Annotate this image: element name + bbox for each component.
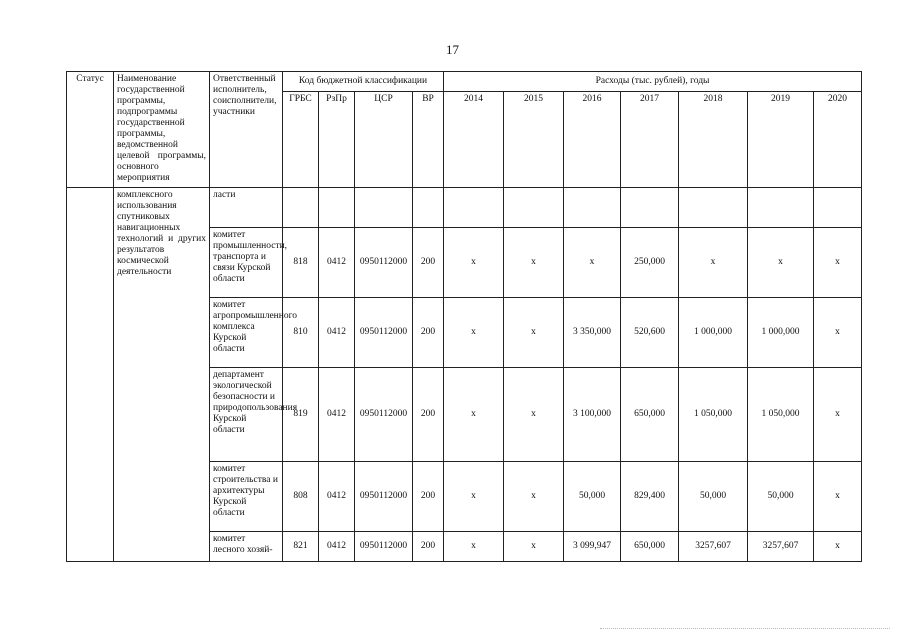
csr-cell: 0950112000 <box>355 368 413 462</box>
grbs-cell: 821 <box>283 532 319 562</box>
program-name-cell: комплексного использования спутниковых навигационных технологий и других результатов космической деятельности <box>114 188 210 562</box>
value-cell: 520,600 <box>621 298 679 368</box>
value-cell: х <box>814 298 862 368</box>
rzpr-cell: 0412 <box>319 368 355 462</box>
value-cell <box>748 188 814 228</box>
value-cell: 829,400 <box>621 462 679 532</box>
value-cell: 1 050,000 <box>679 368 748 462</box>
value-cell <box>621 188 679 228</box>
year-header-2016: 2016 <box>564 92 621 188</box>
responsible-cell: департамент экологической безопасности и природопользования Курской области <box>210 368 283 462</box>
vr-cell: 200 <box>413 298 444 368</box>
value-cell <box>564 188 621 228</box>
year-header-2020: 2020 <box>814 92 862 188</box>
vr-cell: 200 <box>413 532 444 562</box>
name-header: Наименование государственной программы, подпрограммы государственной программы, ведомственной целевой программы, основного мероприятия <box>114 72 210 188</box>
value-cell: 1 050,000 <box>748 368 814 462</box>
scan-artifact-line <box>600 628 890 633</box>
value-cell: х <box>444 228 504 298</box>
vr-header: ВР <box>413 92 444 188</box>
responsible-cell: комитет агропромышленного комплекса Курской области <box>210 298 283 368</box>
responsible-cell: ласти <box>210 188 283 228</box>
csr-header: ЦСР <box>355 92 413 188</box>
value-cell: х <box>814 228 862 298</box>
header-row-1 <box>67 72 862 92</box>
vr-cell <box>413 188 444 228</box>
value-cell: х <box>564 228 621 298</box>
year-header-2017: 2017 <box>621 92 679 188</box>
responsible-header: Ответственный исполнитель, соисполнители, участники <box>210 72 283 188</box>
value-cell: х <box>444 532 504 562</box>
csr-cell: 0950112000 <box>355 462 413 532</box>
value-cell: х <box>444 462 504 532</box>
vr-cell: 200 <box>413 368 444 462</box>
grbs-header: ГРБС <box>283 92 319 188</box>
value-cell: х <box>504 368 564 462</box>
budget-code-header: Код бюджетной классификации <box>283 72 444 92</box>
value-cell: х <box>814 532 862 562</box>
year-header-2019: 2019 <box>748 92 814 188</box>
csr-cell: 0950112000 <box>355 298 413 368</box>
value-cell: х <box>814 462 862 532</box>
value-cell: 3257,607 <box>679 532 748 562</box>
value-cell: 1 000,000 <box>748 298 814 368</box>
responsible-cell: комитет строительства и архитектуры Курской области <box>210 462 283 532</box>
year-header-2014: 2014 <box>444 92 504 188</box>
vr-cell: 200 <box>413 462 444 532</box>
page-number: 17 <box>446 42 459 57</box>
value-cell: 50,000 <box>748 462 814 532</box>
vr-cell: 200 <box>413 228 444 298</box>
value-cell: х <box>444 298 504 368</box>
rzpr-cell: 0412 <box>319 298 355 368</box>
budget-table <box>66 71 862 562</box>
grbs-cell: 818 <box>283 228 319 298</box>
value-cell: х <box>748 228 814 298</box>
value-cell: х <box>679 228 748 298</box>
rzpr-cell <box>319 188 355 228</box>
value-cell: 650,000 <box>621 368 679 462</box>
csr-cell: 0950112000 <box>355 532 413 562</box>
value-cell <box>814 188 862 228</box>
value-cell: х <box>504 298 564 368</box>
expenses-header: Расходы (тыс. рублей), годы <box>444 72 862 92</box>
value-cell: х <box>504 532 564 562</box>
csr-cell <box>355 188 413 228</box>
grbs-cell: 819 <box>283 368 319 462</box>
status-header: Статус <box>67 72 114 188</box>
responsible-cell: комитет промышленности, транспорта и связи Курской области <box>210 228 283 298</box>
value-cell <box>679 188 748 228</box>
value-cell: 50,000 <box>564 462 621 532</box>
year-header-2015: 2015 <box>504 92 564 188</box>
value-cell: 3 350,000 <box>564 298 621 368</box>
value-cell <box>444 188 504 228</box>
value-cell: х <box>504 228 564 298</box>
rzpr-cell: 0412 <box>319 532 355 562</box>
value-cell: 50,000 <box>679 462 748 532</box>
value-cell: 3257,607 <box>748 532 814 562</box>
value-cell: х <box>814 368 862 462</box>
rzpr-header: РзПр <box>319 92 355 188</box>
value-cell: 650,000 <box>621 532 679 562</box>
status-cell <box>67 188 114 562</box>
value-cell: 3 099,947 <box>564 532 621 562</box>
grbs-cell <box>283 188 319 228</box>
grbs-cell: 810 <box>283 298 319 368</box>
value-cell: 1 000,000 <box>679 298 748 368</box>
table-row <box>67 188 862 228</box>
rzpr-cell: 0412 <box>319 462 355 532</box>
value-cell <box>504 188 564 228</box>
year-header-2018: 2018 <box>679 92 748 188</box>
value-cell: 3 100,000 <box>564 368 621 462</box>
responsible-cell: комитет лесного хозяй- <box>210 532 283 562</box>
value-cell: х <box>444 368 504 462</box>
value-cell: х <box>504 462 564 532</box>
grbs-cell: 808 <box>283 462 319 532</box>
value-cell: 250,000 <box>621 228 679 298</box>
rzpr-cell: 0412 <box>319 228 355 298</box>
csr-cell: 0950112000 <box>355 228 413 298</box>
